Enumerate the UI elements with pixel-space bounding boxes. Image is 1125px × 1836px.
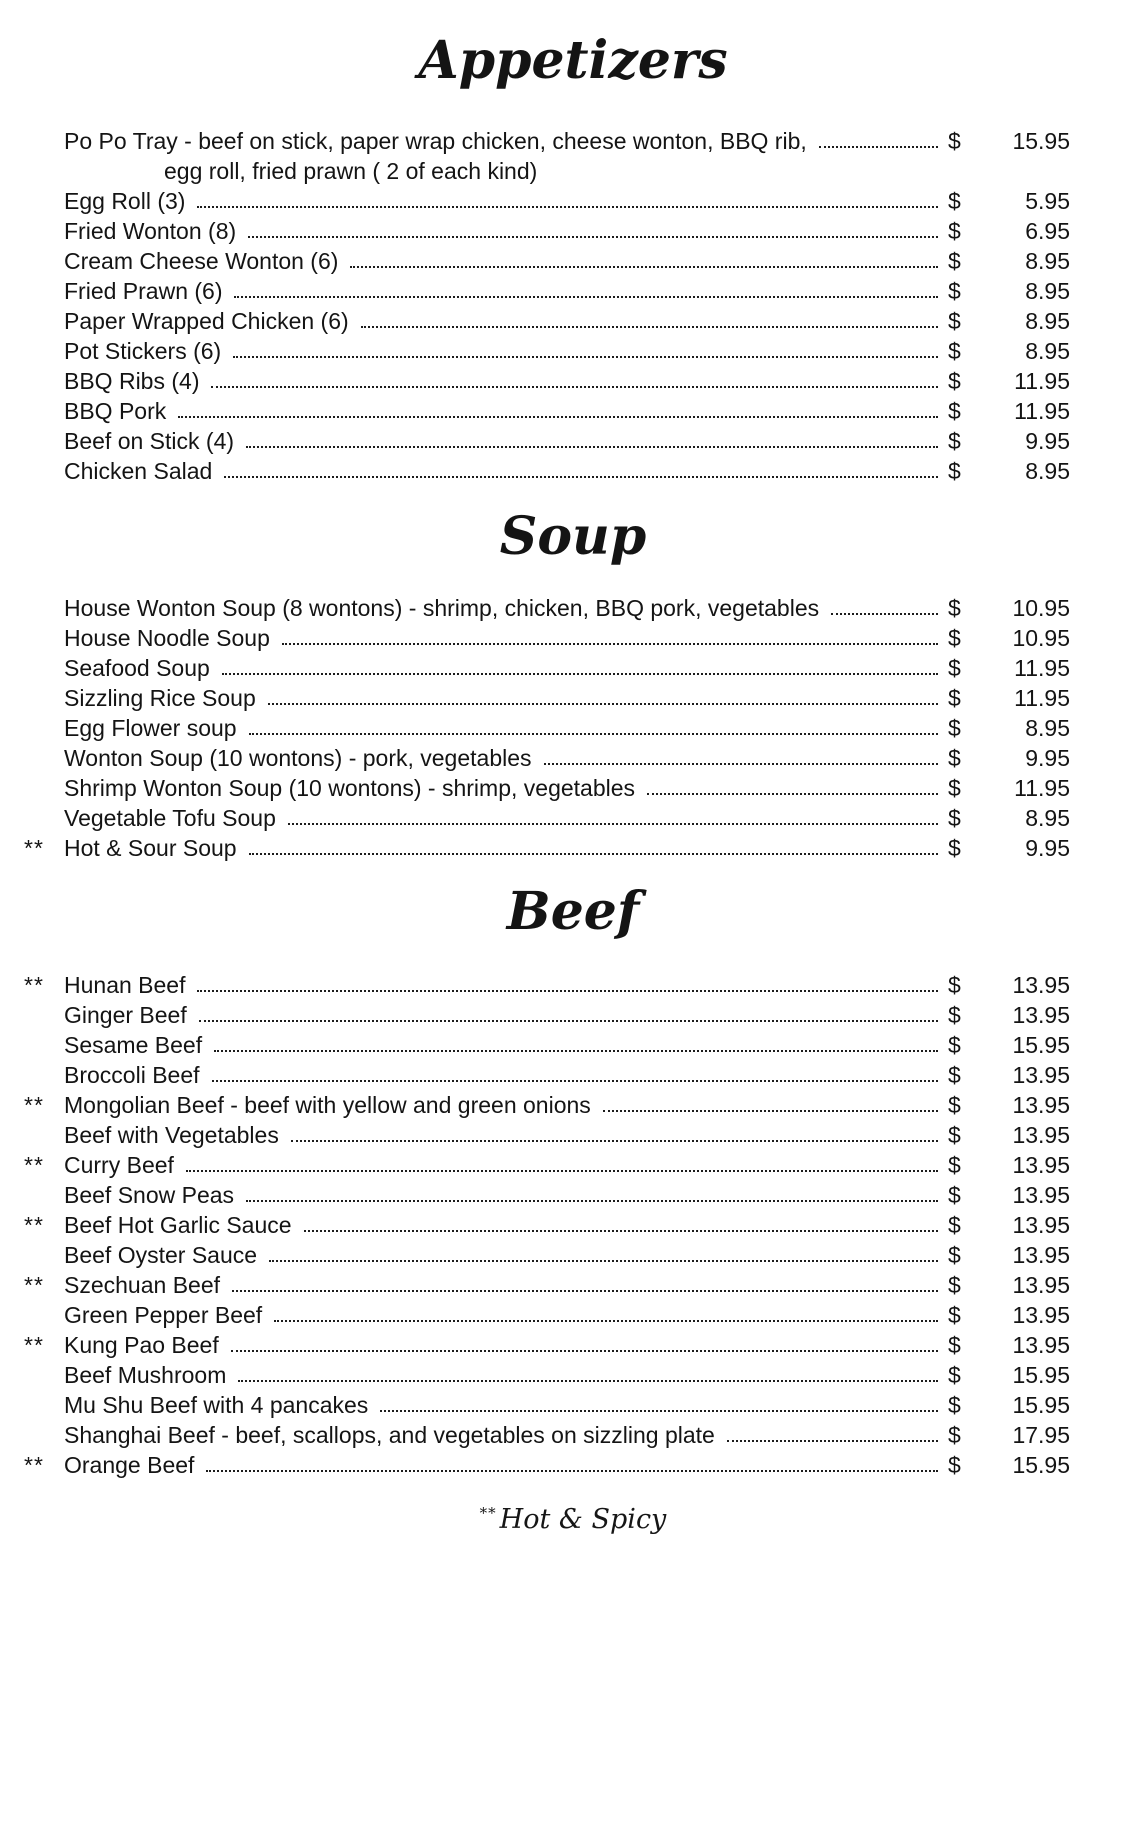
item-price: 11.95 — [1014, 398, 1070, 424]
item-price: 13.95 — [1012, 972, 1070, 998]
menu-item — [24, 593, 1070, 623]
item-name: Beef Snow Peas — [64, 1182, 235, 1208]
menu-item-row — [24, 216, 1070, 246]
currency-symbol: $ — [948, 775, 961, 801]
menu-item-row — [24, 653, 1070, 683]
dot-leader — [231, 1330, 938, 1360]
item-price: 6.95 — [1025, 218, 1070, 244]
dot-leader — [819, 126, 938, 156]
item-price: 9.95 — [1025, 428, 1070, 454]
currency-symbol: $ — [948, 1212, 961, 1238]
dot-leader — [274, 1300, 938, 1330]
menu-item-row — [24, 1180, 1070, 1210]
item-name: Egg Roll (3) — [64, 188, 186, 214]
item-price: 8.95 — [1025, 458, 1070, 484]
menu-item-row — [24, 1450, 1070, 1480]
currency-symbol: $ — [948, 685, 961, 711]
item-name: Beef on Stick (4) — [64, 428, 235, 454]
item-name: Pot Stickers (6) — [64, 338, 222, 364]
menu-item — [24, 653, 1070, 683]
menu-item-row — [24, 246, 1070, 276]
menu-item — [24, 276, 1070, 306]
item-name: BBQ Pork — [64, 398, 167, 424]
item-name: Kung Pao Beef — [64, 1332, 219, 1358]
menu-item-row — [24, 1240, 1070, 1270]
item-price: 8.95 — [1025, 278, 1070, 304]
menu-item — [24, 366, 1070, 396]
menu-item — [24, 306, 1070, 336]
spicy-marker: ** — [24, 1272, 44, 1298]
currency-symbol: $ — [948, 278, 961, 304]
spicy-legend-label: Hot & Spicy — [499, 1504, 667, 1535]
menu-item-row — [24, 456, 1070, 486]
menu-item — [24, 336, 1070, 366]
menu-item — [24, 1330, 1070, 1360]
currency-symbol: $ — [948, 745, 961, 771]
menu-item-row — [24, 186, 1070, 216]
item-name: BBQ Ribs (4) — [64, 368, 200, 394]
spicy-marker: ** — [24, 972, 44, 998]
dot-leader — [248, 216, 938, 246]
dot-leader — [222, 653, 938, 683]
menu-item — [24, 1300, 1070, 1330]
spicy-legend — [50, 1504, 1096, 1535]
dot-leader — [212, 1060, 938, 1090]
currency-symbol: $ — [948, 1122, 961, 1148]
menu-item-row — [24, 1330, 1070, 1360]
menu-item — [24, 970, 1070, 1000]
menu-item-row — [24, 1360, 1070, 1390]
menu-item-row — [24, 126, 1070, 156]
menu-item-row — [24, 1000, 1070, 1030]
item-name: House Wonton Soup (8 wontons) - shrimp, chicken, BBQ pork, vegetables — [64, 595, 820, 621]
menu-item — [24, 773, 1070, 803]
menu-item — [24, 426, 1070, 456]
dot-leader — [246, 426, 938, 456]
menu-item-row — [24, 366, 1070, 396]
menu-item-row — [24, 743, 1070, 773]
dot-leader — [350, 246, 938, 276]
menu-item-row — [24, 306, 1070, 336]
menu-item — [24, 743, 1070, 773]
item-price: 13.95 — [1012, 1002, 1070, 1028]
item-name: Fried Wonton (8) — [64, 218, 237, 244]
dot-leader — [361, 306, 938, 336]
dot-leader — [544, 743, 938, 773]
menu-item — [24, 1120, 1070, 1150]
item-name: Vegetable Tofu Soup — [64, 805, 276, 831]
item-price: 15.95 — [1012, 1452, 1070, 1478]
menu-item-row — [24, 970, 1070, 1000]
menu-item-row — [24, 1030, 1070, 1060]
dot-leader — [197, 970, 938, 1000]
spicy-legend-marker: ** — [479, 1504, 497, 1522]
dot-leader — [831, 593, 938, 623]
item-name: Sesame Beef — [64, 1032, 203, 1058]
item-name: Beef Oyster Sauce — [64, 1242, 258, 1268]
currency-symbol: $ — [948, 595, 961, 621]
menu-item — [24, 1150, 1070, 1180]
item-description-line2: egg roll, fried prawn ( 2 of each kind) — [164, 158, 538, 184]
dot-leader — [249, 833, 938, 863]
menu-item — [24, 1420, 1070, 1450]
item-price: 9.95 — [1025, 745, 1070, 771]
item-name: Broccoli Beef — [64, 1062, 200, 1088]
menu-item-row — [24, 396, 1070, 426]
dot-leader — [206, 1450, 938, 1480]
dot-leader — [233, 336, 938, 366]
menu-item — [24, 1030, 1070, 1060]
menu-item — [24, 713, 1070, 743]
dot-leader — [727, 1420, 938, 1450]
item-price: 10.95 — [1012, 625, 1070, 651]
currency-symbol: $ — [948, 398, 961, 424]
item-name: Wonton Soup (10 wontons) - pork, vegetables — [64, 745, 532, 771]
dot-leader — [603, 1090, 938, 1120]
item-name: Shrimp Wonton Soup (10 wontons) - shrimp, vegetables — [64, 775, 636, 801]
item-name: Mu Shu Beef with 4 pancakes — [64, 1392, 369, 1418]
item-price: 13.95 — [1012, 1182, 1070, 1208]
dot-leader — [211, 366, 938, 396]
menu-item-list-soup — [24, 593, 1070, 863]
section-title-appetizers: Appetizers — [418, 30, 728, 91]
menu-item — [24, 396, 1070, 426]
currency-symbol: $ — [948, 1332, 961, 1358]
menu-item — [24, 1000, 1070, 1030]
menu-section-soup — [24, 506, 1070, 863]
menu-item — [24, 1360, 1070, 1390]
menu-item — [24, 126, 1070, 186]
spicy-marker: ** — [24, 1332, 44, 1358]
item-name: Egg Flower soup — [64, 715, 237, 741]
dot-leader — [199, 1000, 938, 1030]
item-price: 8.95 — [1025, 805, 1070, 831]
currency-symbol: $ — [948, 1302, 961, 1328]
item-name: Beef Hot Garlic Sauce — [64, 1212, 292, 1238]
spicy-marker: ** — [24, 1212, 44, 1238]
dot-leader — [197, 186, 938, 216]
item-price: 11.95 — [1014, 775, 1070, 801]
menu-item-list-appetizers — [24, 126, 1070, 486]
dot-leader — [269, 1240, 938, 1270]
item-price: 13.95 — [1012, 1122, 1070, 1148]
currency-symbol: $ — [948, 835, 961, 861]
menu-section-appetizers — [24, 30, 1070, 486]
section-title-beef: Beef — [506, 881, 640, 942]
item-price: 9.95 — [1025, 835, 1070, 861]
item-price: 13.95 — [1012, 1302, 1070, 1328]
currency-symbol: $ — [948, 338, 961, 364]
dot-leader — [238, 1360, 938, 1390]
dot-leader — [647, 773, 938, 803]
item-name: Fried Prawn (6) — [64, 278, 223, 304]
item-name: Orange Beef — [64, 1452, 195, 1478]
currency-symbol: $ — [948, 1152, 961, 1178]
dot-leader — [268, 683, 938, 713]
item-price: 8.95 — [1025, 715, 1070, 741]
item-price: 13.95 — [1012, 1212, 1070, 1238]
menu-item — [24, 1090, 1070, 1120]
menu-item — [24, 1270, 1070, 1300]
currency-symbol: $ — [948, 1272, 961, 1298]
menu-item — [24, 1240, 1070, 1270]
dot-leader — [214, 1030, 938, 1060]
item-name: Hot & Sour Soup — [64, 835, 237, 861]
dot-leader — [224, 456, 938, 486]
currency-symbol: $ — [948, 625, 961, 651]
menu-item-row — [24, 1210, 1070, 1240]
menu-item-row — [24, 1420, 1070, 1450]
section-title-soup: Soup — [499, 506, 647, 567]
menu-item-row — [24, 683, 1070, 713]
menu-item — [24, 1060, 1070, 1090]
item-name: Ginger Beef — [64, 1002, 187, 1028]
item-price: 13.95 — [1012, 1152, 1070, 1178]
currency-symbol: $ — [948, 218, 961, 244]
currency-symbol: $ — [948, 1032, 961, 1058]
item-name: Curry Beef — [64, 1152, 174, 1178]
item-name: Cream Cheese Wonton (6) — [64, 248, 339, 274]
menu-item-row — [24, 1060, 1070, 1090]
currency-symbol: $ — [948, 428, 961, 454]
item-name: Beef with Vegetables — [64, 1122, 279, 1148]
dot-leader — [246, 1180, 938, 1210]
item-price: 13.95 — [1012, 1332, 1070, 1358]
currency-symbol: $ — [948, 308, 961, 334]
menu-item — [24, 833, 1070, 863]
currency-symbol: $ — [948, 655, 961, 681]
dot-leader — [234, 276, 938, 306]
currency-symbol: $ — [948, 188, 961, 214]
item-name: Sizzling Rice Soup — [64, 685, 256, 711]
item-name: Chicken Salad — [64, 458, 213, 484]
item-name: Shanghai Beef - beef, scallops, and vegetables on sizzling plate — [64, 1422, 715, 1448]
menu-item — [24, 1210, 1070, 1240]
currency-symbol: $ — [948, 715, 961, 741]
currency-symbol: $ — [948, 972, 961, 998]
menu-item — [24, 623, 1070, 653]
currency-symbol: $ — [948, 1002, 961, 1028]
dot-leader — [178, 396, 938, 426]
item-name: Mongolian Beef - beef with yellow and green onions — [64, 1092, 591, 1118]
item-price: 15.95 — [1012, 1392, 1070, 1418]
dot-leader — [232, 1270, 938, 1300]
spicy-marker: ** — [24, 1452, 44, 1478]
item-price: 13.95 — [1012, 1092, 1070, 1118]
item-price: 13.95 — [1012, 1062, 1070, 1088]
dot-leader — [304, 1210, 938, 1240]
menu-item — [24, 1450, 1070, 1480]
menu-item-row — [24, 276, 1070, 306]
menu-item-row — [24, 1090, 1070, 1120]
spicy-marker: ** — [24, 1092, 44, 1118]
item-price: 15.95 — [1012, 1032, 1070, 1058]
dot-leader — [282, 623, 938, 653]
currency-symbol: $ — [948, 1362, 961, 1388]
menu-item-row — [24, 713, 1070, 743]
item-price: 11.95 — [1014, 368, 1070, 394]
item-name: House Noodle Soup — [64, 625, 270, 651]
dot-leader — [249, 713, 938, 743]
menu-item-row — [24, 426, 1070, 456]
menu-item-row — [24, 593, 1070, 623]
spicy-marker: ** — [24, 835, 44, 861]
menu-item-list-beef — [24, 970, 1070, 1480]
item-price: 13.95 — [1012, 1242, 1070, 1268]
menu-item-row — [24, 623, 1070, 653]
item-price: 11.95 — [1014, 685, 1070, 711]
currency-symbol: $ — [948, 1242, 961, 1268]
menu-item — [24, 246, 1070, 276]
item-name: Po Po Tray - beef on stick, paper wrap chicken, cheese wonton, BBQ rib, — [64, 128, 807, 154]
spicy-marker: ** — [24, 1152, 44, 1178]
menu-item-row — [24, 803, 1070, 833]
menu-item — [24, 1390, 1070, 1420]
item-price: 8.95 — [1025, 248, 1070, 274]
menu-item-row — [24, 1300, 1070, 1330]
item-name: Szechuan Beef — [64, 1272, 221, 1298]
item-price: 11.95 — [1014, 655, 1070, 681]
dot-leader — [380, 1390, 938, 1420]
currency-symbol: $ — [948, 248, 961, 274]
dot-leader — [288, 803, 938, 833]
menu-item-row — [24, 1150, 1070, 1180]
dot-leader — [291, 1120, 938, 1150]
item-name: Beef Mushroom — [64, 1362, 227, 1388]
menu-item — [24, 803, 1070, 833]
currency-symbol: $ — [948, 805, 961, 831]
item-price: 8.95 — [1025, 338, 1070, 364]
menu-item — [24, 683, 1070, 713]
currency-symbol: $ — [948, 128, 961, 154]
menu-item — [24, 456, 1070, 486]
currency-symbol: $ — [948, 1422, 961, 1448]
currency-symbol: $ — [948, 368, 961, 394]
item-price: 5.95 — [1025, 188, 1070, 214]
item-price: 15.95 — [1012, 128, 1070, 154]
menu-item — [24, 216, 1070, 246]
dot-leader — [186, 1150, 938, 1180]
item-name: Seafood Soup — [64, 655, 210, 681]
item-price: 17.95 — [1012, 1422, 1070, 1448]
menu-section-beef — [24, 881, 1070, 1480]
item-price: 8.95 — [1025, 308, 1070, 334]
menu-item — [24, 1180, 1070, 1210]
menu-item-row — [24, 336, 1070, 366]
menu-item-row — [24, 833, 1070, 863]
menu-item-row — [24, 1390, 1070, 1420]
item-name: Hunan Beef — [64, 972, 186, 998]
item-name: Paper Wrapped Chicken (6) — [64, 308, 349, 334]
item-name: Green Pepper Beef — [64, 1302, 263, 1328]
currency-symbol: $ — [948, 1182, 961, 1208]
menu-item — [24, 186, 1070, 216]
currency-symbol: $ — [948, 1452, 961, 1478]
menu-item-row — [24, 773, 1070, 803]
item-price: 10.95 — [1012, 595, 1070, 621]
currency-symbol: $ — [948, 1392, 961, 1418]
menu-item-row — [24, 1120, 1070, 1150]
menu-item-row — [24, 1270, 1070, 1300]
item-price: 15.95 — [1012, 1362, 1070, 1388]
currency-symbol: $ — [948, 1092, 961, 1118]
item-price: 13.95 — [1012, 1272, 1070, 1298]
currency-symbol: $ — [948, 458, 961, 484]
currency-symbol: $ — [948, 1062, 961, 1088]
